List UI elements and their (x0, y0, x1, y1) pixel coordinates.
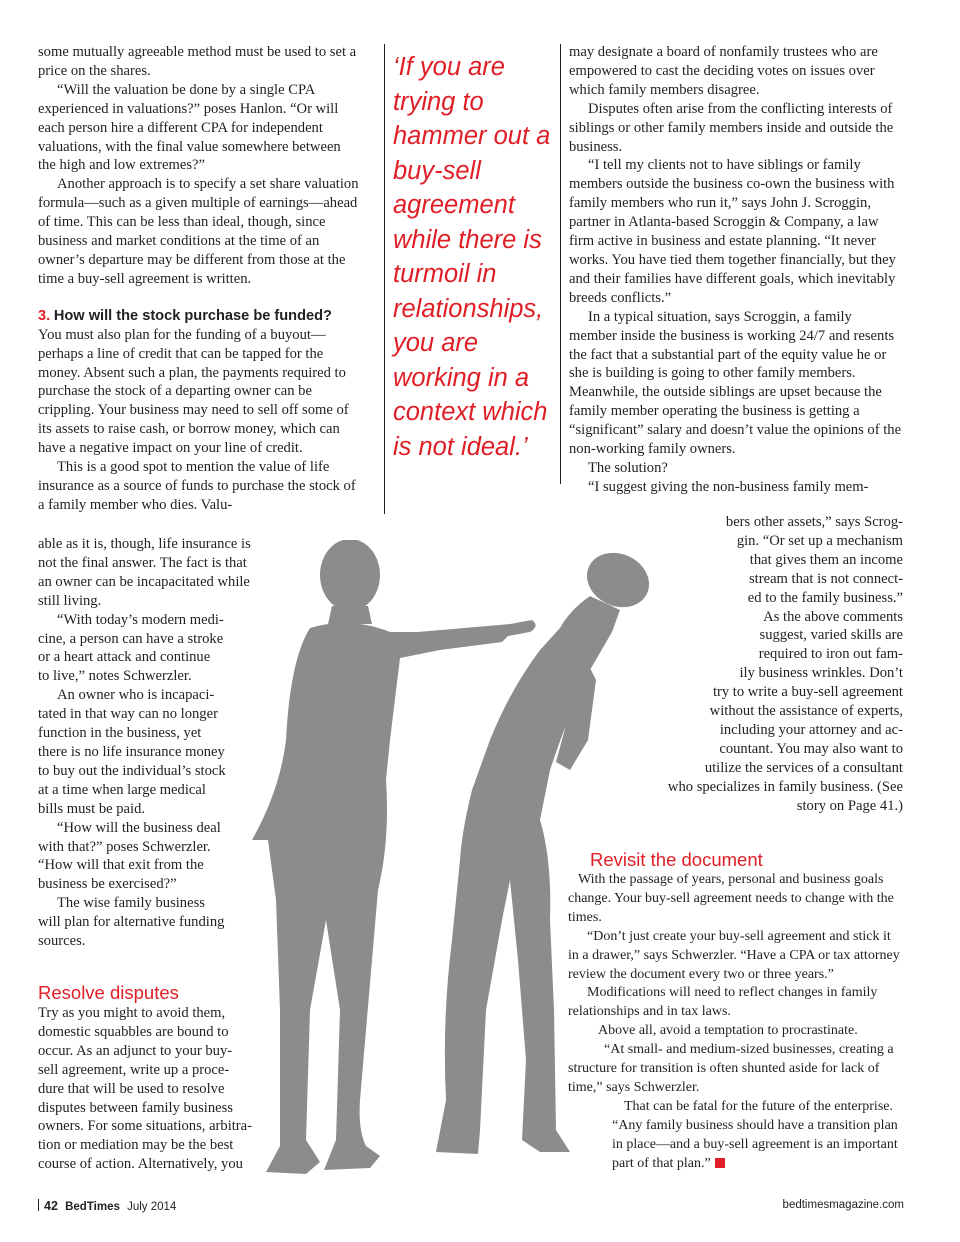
text-line: who specializes in family business. (See (667, 778, 903, 795)
text-line: stream that is not connect- (749, 570, 903, 587)
section-3-heading (38, 307, 360, 326)
text-line: try to write a buy-sell agreement (712, 684, 903, 701)
website-url: bedtimesmagazine.com (782, 1199, 904, 1211)
magazine-name: BedTimes (65, 1201, 120, 1213)
text-line: gin. “Or set up a mechanism (736, 532, 903, 549)
text-line: there is no life insurance money (38, 743, 225, 760)
left-column-top (38, 43, 360, 515)
text-line: dure that will be used to resolve (38, 1080, 225, 1097)
body-paragraph: some mutually agreeable method must be used to set a price on the shares. (38, 44, 357, 79)
silhouette-illustration (240, 540, 710, 1190)
text-line: bills must be paid. (38, 800, 146, 817)
text-line: utilize the services of a consultant (704, 759, 903, 776)
text-line: to buy out the individual’s stock (38, 762, 226, 779)
text-line: An owner who is incapaci- (57, 687, 215, 704)
body-paragraph: “Don’t just create your buy-sell agreement and stick it in a drawer,” says Schwerzler. “Have a CPA or tax attorney review the document every two or three years.” (568, 928, 900, 982)
body-paragraph: In a typical situation, says Scroggin, a family member inside the business is working 24/7 and resents the fact that a substantial part of the equity value he or she is building is going to other family members. Meanwhile, the outside siblings are upset because the family member operating the business is getting a “significant” salary and doesn’t value the opinions of the non-working family owners. (569, 308, 902, 458)
text-line: “I suggest giving the non-business family mem- (588, 478, 869, 495)
text-line: domestic squabbles are bound to (38, 1023, 229, 1040)
text-line: that gives them an income (749, 551, 903, 568)
body-paragraph: Another approach is to specify a set share valuation formula—such as a given multiple of earnings—ahead of time. This can be less than ideal, though, since business and market conditions at the time of an owner’s departure may be different from those at the time a buy-sell agreement is written. (38, 176, 359, 287)
end-mark-icon (715, 1158, 725, 1168)
text-line: able as it is, though, life insurance is (38, 536, 251, 552)
right-column-top (569, 43, 903, 497)
body-paragraph: Above all, avoid a temptation to procrastinate. (598, 1023, 858, 1039)
text-line: “How will the business deal (57, 819, 221, 836)
section-number: 3. (38, 307, 51, 324)
text-line: not the final answer. The fact is that (38, 554, 247, 571)
body-paragraph: That can be fatal for the future of the enterprise. (624, 1098, 893, 1114)
text-line: will plan for alternative funding (38, 914, 225, 931)
column-rule-left (384, 44, 385, 514)
text-line: “With today’s modern medi- (57, 611, 224, 628)
section-heading: Resolve disputes (38, 982, 179, 1003)
body-paragraph: “I tell my clients not to have siblings or family members outside the business co-own the business with family members who run it,” says John J. Scroggin, partner in Atlanta-based Scroggin & Company, a law firm active in business and estate planning. “It never works. You have tied them together financially, but they and their families have different goals, which inevitably breeds conflicts.” (569, 157, 896, 306)
pull-quote: ‘If you are trying to hammer out a buy-sell agreement while there is turmoil in relationships, you are working in a context which is not ideal.’ (393, 53, 551, 461)
text-line: including your attorney and ac- (719, 721, 903, 738)
body-paragraph: Disputes often arise from the conflicting interests of siblings or other family members inside and outside the business. (569, 100, 894, 155)
footer-rule (38, 1199, 39, 1211)
section-title: How will the stock purchase be funded? (53, 307, 332, 324)
text-line: an owner can be incapacitated while (38, 573, 250, 590)
text-line: countant. You may also want to (719, 740, 903, 757)
text-line: ily business wrinkles. Don’t (739, 665, 903, 682)
text-line: suggest, varied skills are (759, 627, 903, 644)
page-number: 42 (44, 1199, 58, 1213)
text-run: “Any family business should have a transition plan in place—and a buy-sell agreement is an important part of that plan.” (612, 1117, 898, 1171)
text-line: still living. (38, 592, 102, 609)
text-line: disputes between family business (38, 1099, 233, 1116)
text-run: This is a good spot to mention the value of life insurance as a source of funds to purchase the stock of a family member who dies. Valu- (38, 459, 356, 513)
text-line: function in the business, yet (38, 725, 202, 742)
body-paragraph: You must also plan for the funding of a buyout—perhaps a line of credit that can be tapped for the money. Absent such a plan, the payments required to purchase the stock of a departing owner can be crippling. Your business may need to sell off some of its assets to raise cash, or borrow money, which can have a negative impact on your line of credit. (38, 326, 349, 457)
section-heading: Revisit the document (590, 849, 763, 870)
body-paragraph (38, 458, 360, 515)
text-line: “How will that exit from the (38, 857, 204, 874)
text-line: at a time when large medical (38, 781, 206, 798)
text-line: bers other assets,” says Scrog- (725, 514, 903, 530)
text-line: occur. As an adjunct to your buy- (38, 1042, 233, 1059)
text-line: or a heart attack and continue (38, 649, 211, 666)
body-paragraph: With the passage of years, personal and business goals change. Your buy-sell agreement needs to change with the times. (568, 872, 894, 925)
text-line: story on Page 41.) (796, 797, 903, 814)
text-line: sources. (38, 933, 86, 950)
issue-date: July 2014 (127, 1201, 177, 1213)
text-line: sell agreement, write up a proce- (38, 1061, 230, 1078)
text-line: tated in that way can no longer (38, 706, 218, 723)
text-line: without the assistance of experts, (709, 703, 903, 720)
text-line: course of action. Alternatively, you (38, 1156, 243, 1173)
text-line: tion or mediation may be the best (38, 1137, 234, 1154)
text-line: As the above comments (763, 608, 903, 625)
text-line: business be exercised?” (38, 876, 177, 893)
text-line: owners. For some situations, arbitra- (38, 1118, 253, 1135)
page-footer-left (38, 1199, 176, 1213)
page-footer-right (783, 1199, 904, 1211)
text-line: The wise family business (57, 895, 205, 912)
body-paragraph: “Will the valuation be done by a single CPA experienced in valuations?” poses Hanlon. “Or will each person hire a different CPA for independent valuations, with the final value somewhere between the high and low extremes?” (38, 81, 341, 174)
text-line: to live,” notes Schwerzler. (38, 668, 192, 685)
body-paragraph: Modifications will need to reflect changes in family relationships and in tax laws. (568, 985, 878, 1020)
body-paragraph: may designate a board of nonfamily trustees who are empowered to cast the deciding votes on issues over which family members disagree. (569, 44, 878, 98)
text-line: ed to the family business.” (747, 589, 903, 606)
text-line: cine, a person can have a stroke (38, 630, 224, 647)
text-line: required to iron out fam- (758, 646, 903, 663)
body-paragraph: The solution? (588, 459, 668, 476)
text-line: Try as you might to avoid them, (38, 1005, 226, 1021)
text-line: with that?” poses Schwerzler. (38, 838, 211, 855)
body-paragraph: “At small- and medium-sized businesses, creating a structure for transition is often shunted aside for lack of time,” says Schwerzler. (568, 1042, 894, 1095)
